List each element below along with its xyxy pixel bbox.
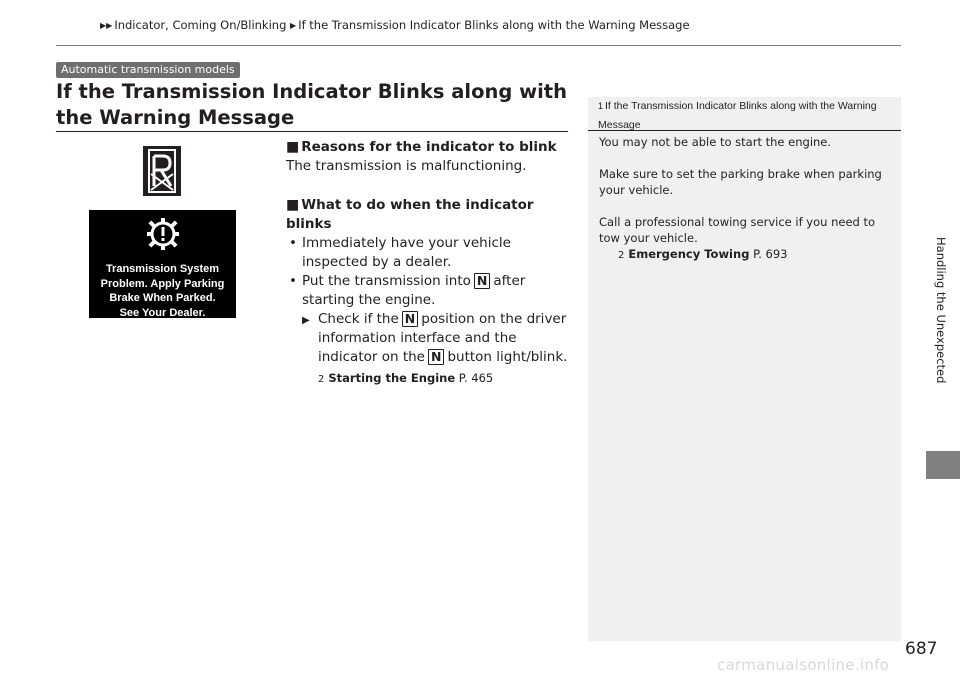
square-bullet-icon: ■ xyxy=(286,139,300,155)
section-tab-marker xyxy=(926,451,960,479)
watermark: carmanualsonline.info xyxy=(717,656,890,674)
main-content xyxy=(286,138,576,389)
breadcrumb-item[interactable]: Indicator, Coming On/Blinking xyxy=(114,18,287,32)
cross-reference-link[interactable]: 2 Emergency Towing P. 693 xyxy=(618,247,788,261)
breadcrumb-current: If the Transmission Indicator Blinks along with the Warning Message xyxy=(298,18,690,32)
page-title: If the Transmission Indicator Blinks along with the Warning Message xyxy=(56,80,568,129)
section-text: The transmission is malfunctioning. xyxy=(286,158,527,174)
cross-reference-link[interactable]: 2 Starting the Engine P. 465 xyxy=(318,371,494,385)
reference-icon: 2 xyxy=(618,250,625,261)
section-heading: ■ What to do when the indicator blinks xyxy=(286,197,534,232)
note-panel xyxy=(588,97,901,641)
n-key-icon: N xyxy=(402,311,418,327)
section-tab-label[interactable]: Handling the Unexpected xyxy=(934,236,948,384)
arrow-icon: ▶ xyxy=(290,21,297,30)
warning-line: Brake When Parked. xyxy=(109,292,216,304)
model-badge: Automatic transmission models xyxy=(56,62,240,78)
page-number: 687 xyxy=(905,639,938,659)
warning-line: Problem. Apply Parking xyxy=(100,277,225,290)
warning-line: See Your Dealer. xyxy=(119,306,206,319)
note-paragraph: Make sure to set the parking brake when parking your vehicle. xyxy=(599,167,882,197)
header-divider xyxy=(56,45,901,46)
gear-warning-icon xyxy=(146,217,180,251)
warning-message-text xyxy=(89,262,236,320)
transmission-indicator-icon xyxy=(143,146,181,196)
n-key-icon: N xyxy=(428,349,444,365)
title-divider xyxy=(56,131,568,132)
section-heading: ■ Reasons for the indicator to blink xyxy=(286,139,557,155)
list-item: • Immediately have your vehicle inspected by a dealer. xyxy=(289,235,511,270)
n-key-icon: N xyxy=(474,273,490,289)
sub-item: ▶ Check if the N position on the driver information interface and the indicator on the N button light/blink. xyxy=(302,311,568,365)
warning-line: Transmission System xyxy=(105,263,220,275)
note-icon: 1 xyxy=(598,101,604,111)
note-divider xyxy=(588,130,901,131)
note-paragraph: Call a professional towing service if you need to tow your vehicle. xyxy=(599,215,876,245)
double-arrow-icon: ▶▶ xyxy=(100,21,113,30)
warning-message-display xyxy=(89,210,236,318)
square-bullet-icon: ■ xyxy=(286,197,300,213)
note-body xyxy=(599,134,894,280)
triangle-arrow-icon: ▶ xyxy=(302,315,310,326)
note-paragraph: You may not be able to start the engine. xyxy=(599,135,832,149)
note-heading: 1 If the Transmission Indicator Blinks along with the Warning Message xyxy=(598,100,877,131)
list-item: • Put the transmission into N after starting the engine. xyxy=(289,273,526,308)
reference-icon: 2 xyxy=(318,374,325,385)
breadcrumb xyxy=(100,18,690,32)
